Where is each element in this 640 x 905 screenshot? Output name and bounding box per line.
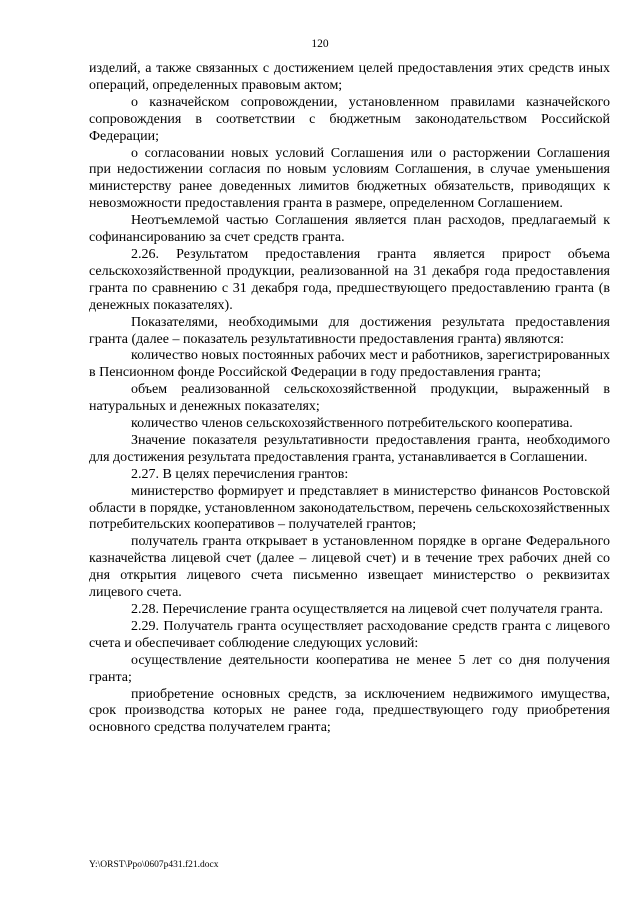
paragraph: Значение показателя результативности предоставления гранта, необходимого для достижения результата предоставления гранта, устанавливается в Соглашении. bbox=[89, 432, 610, 465]
paragraph: изделий, а также связанных с достижением целей предоставления этих средств иных операций, определенных правовым актом; bbox=[89, 61, 610, 93]
paragraph: 2.28. Перечисление гранта осуществляется на лицевой счет получателя гранта. bbox=[131, 602, 603, 617]
paragraph: количество новых постоянных рабочих мест и работников, зарегистрированных в Пенсионном фонде Российской Федерации в году предоставления гранта; bbox=[89, 348, 610, 381]
paragraph: о казначейском сопровождении, установленном правилами казначейского сопровождения в соответствии с бюджетным законодательством Российской Федерации; bbox=[89, 94, 610, 144]
paragraph: осуществление деятельности кооператива не менее 5 лет со дня получения гранта; bbox=[89, 652, 610, 685]
paragraph: получатель гранта открывает в установленном порядке в органе Федерального казначейства лицевой счет (далее – лицевой счет) и в течение трех рабочих дней со дня открытия лицевого счета письменно извещает министерство о реквизитах лицевого счета. bbox=[89, 534, 610, 601]
paragraph: Неотъемлемой частью Соглашения является план расходов, предлагаемый к софинансированию за счет средств гранта. bbox=[89, 213, 610, 246]
paragraph: о согласовании новых условий Соглашения или о расторжении Соглашения при недостижении согласия по новым условиям Соглашения, в случае уменьшения министерству ранее доведенных лимитов бюджетных обязательств, приводящих к невозможности предоставления гранта в размере, определенном Соглашением. bbox=[89, 145, 610, 212]
paragraph: 2.27. В целях перечисления грантов: bbox=[131, 466, 349, 482]
file-path-footer: Y:\ORST\Ppo\0607p431.f21.docx bbox=[89, 860, 219, 870]
paragraph: 2.29. Получатель гранта осуществляет расходование средств гранта с лицевого счета и обеспечивает соблюдение следующих условий: bbox=[89, 618, 610, 651]
paragraph: количество членов сельскохозяйственного потребительского кооператива. bbox=[131, 416, 573, 432]
paragraph: 2.26. Результатом предоставления гранта является прирост объема сельскохозяйственной продукции, реализованной на 31 декабря года предоставления гранта по сравнению с 31 декабря года, предшествующего предоставлению гранта (в денежных показателях). bbox=[89, 246, 610, 313]
paragraph: объем реализованной сельскохозяйственной продукции, выраженный в натуральных и денежных показателях; bbox=[89, 382, 610, 415]
paragraph: приобретение основных средств, за исключением недвижимого имущества, срок производства которых не ранее года, предшествующего году приобретения основного средства получателем гранта; bbox=[89, 686, 610, 736]
paragraph: министерство формирует и представляет в министерство финансов Ростовской области в порядке, установленном законодательством, перечень сельскохозяйственных потребительских кооперативов – получателей грантов; bbox=[89, 483, 610, 533]
page-number: 120 bbox=[311, 38, 329, 50]
paragraph: Показателями, необходимыми для достижения результата предоставления гранта (далее – показатель результативности предоставления гранта) являются: bbox=[89, 314, 610, 347]
document-body bbox=[89, 61, 610, 737]
